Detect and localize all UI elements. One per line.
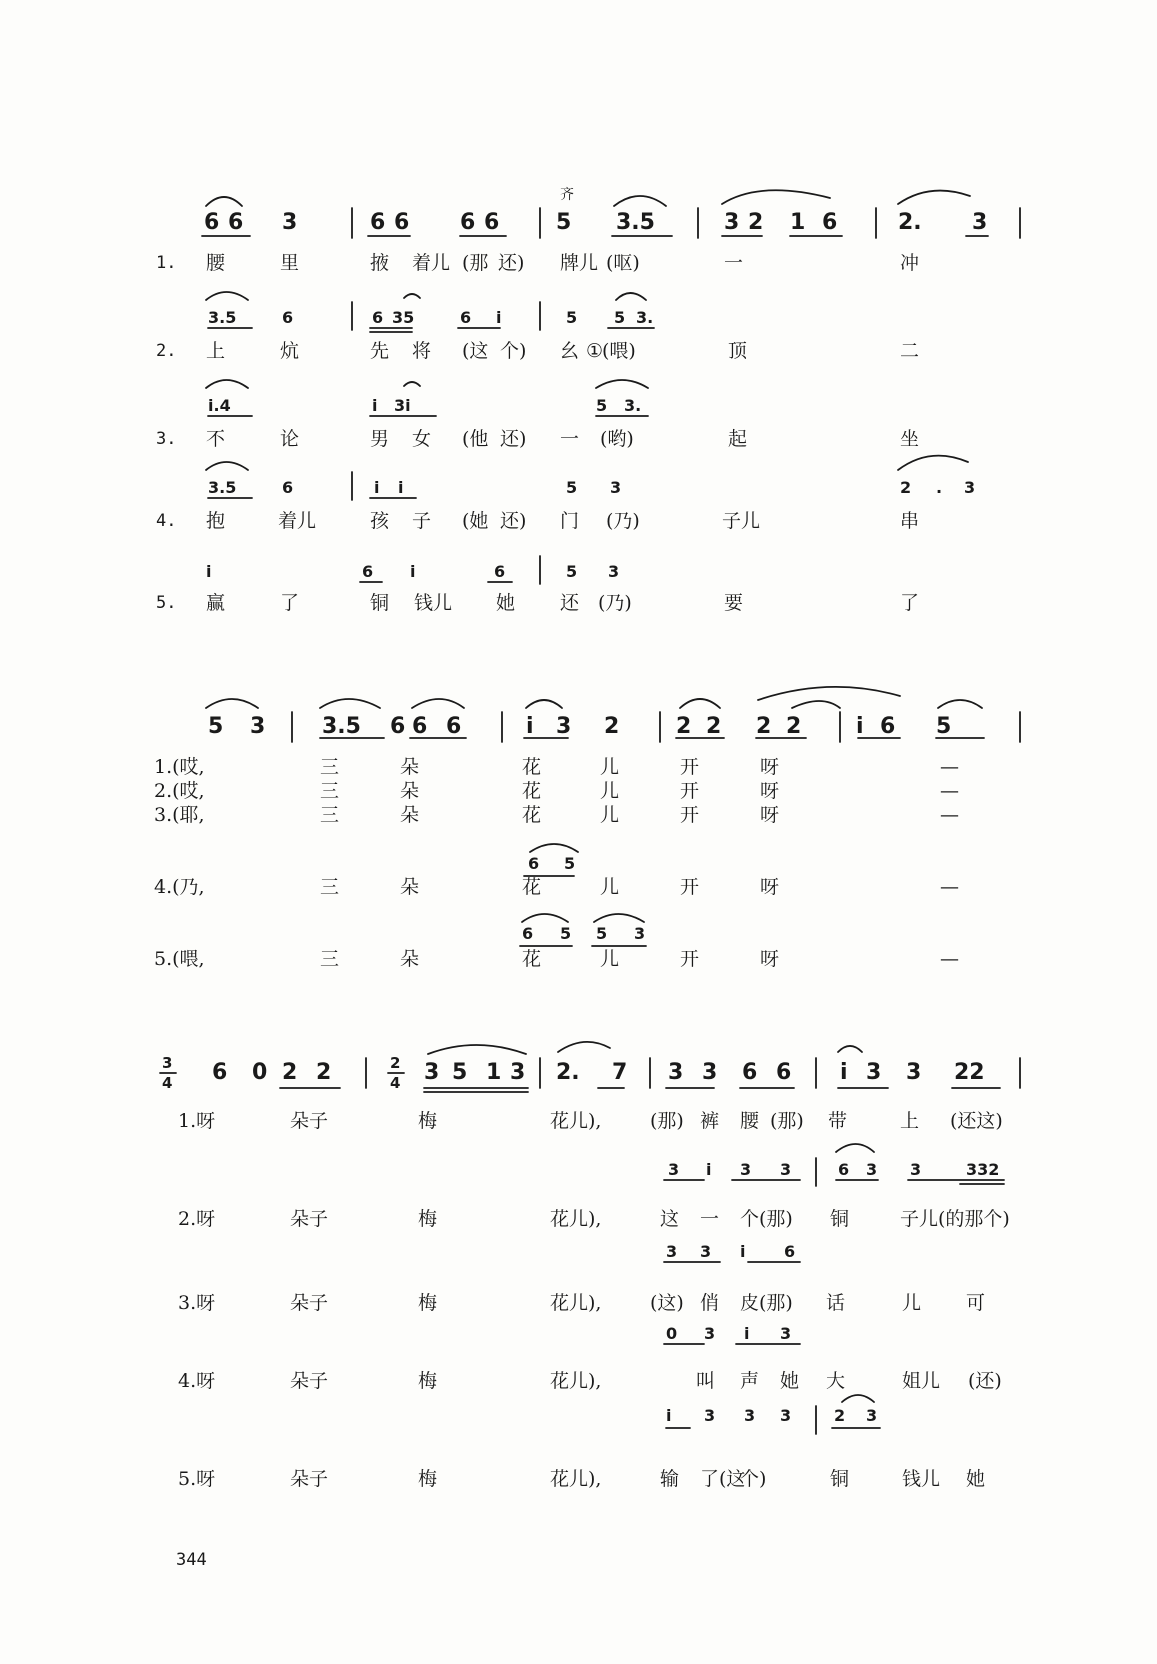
system1-verse2-words-word: 上 (206, 340, 226, 362)
system3-time_sig_a-bottom: 4 (162, 1074, 173, 1092)
system1-notes-note: 3.5 (616, 210, 655, 235)
system3-verse1-words-word: 带 (828, 1110, 848, 1132)
system3-verse3-words-word: 儿 (902, 1292, 922, 1314)
system3-verse4-words-word: 姐儿 (902, 1370, 941, 1392)
system1-verse1-words-word: 牌儿 (560, 252, 599, 274)
system1-verse5-words-word: 了 (900, 592, 920, 614)
system1-notes-note: 6 (394, 210, 410, 235)
system3-verse1-words-word: (那) (770, 1110, 804, 1132)
system1-verse2-words-word: (这 (462, 340, 489, 362)
system2-verse1-words-word: 1.(哎, (154, 756, 205, 778)
system3-variant4-notes-note: 3 (704, 1406, 716, 1425)
system1-instruction: 齐 (560, 187, 574, 203)
system1-verse5-words-word: 赢 (206, 592, 226, 614)
system1-variant4-notes-note: 5 (566, 478, 578, 497)
system1-variant4-notes-note: 3 (610, 478, 622, 497)
system3-verse5-words-word: 5.呀 (178, 1468, 216, 1490)
system2-notes-note: i (526, 714, 534, 739)
system3-notes-note: 0 (252, 1060, 268, 1085)
system1-notes-note: 6 (822, 210, 838, 235)
system2-verse3-words-word: 三 (320, 804, 340, 826)
system3-notes-note: 5 (452, 1060, 468, 1085)
system3-time_sig_b-bottom: 4 (390, 1074, 401, 1092)
system1-verse1-words-word: 还) (498, 252, 525, 274)
system3-verse1-words-word: 腰 (740, 1110, 760, 1132)
system2-verse3-words-word: 呀 (760, 804, 780, 826)
system3-verse3-words-word: 3.呀 (178, 1292, 216, 1314)
system3-verse4-words-word: 声 (740, 1370, 760, 1392)
system2-verse4-words-word: 呀 (760, 876, 780, 898)
system2-verse2-words-word: 儿 (600, 780, 620, 802)
system1-verse2-words-word: 先 (370, 340, 390, 362)
system2-notes-note: 6 (446, 714, 462, 739)
system3-verse4-words-word: 大 (826, 1370, 846, 1392)
system2-notes-note: 6 (412, 714, 428, 739)
system2-verse4-words-word: 三 (320, 876, 340, 898)
system3-verse4-words-word: 梅 (418, 1370, 438, 1392)
system3-verse5-words-word: 花儿), (550, 1468, 602, 1490)
system1-variant4-notes-note: 6 (282, 478, 294, 497)
system1-notes-note: 3 (724, 210, 740, 235)
system3-verse2-words-word: 梅 (418, 1208, 438, 1230)
system2-verse4-words-word: 开 (680, 876, 700, 898)
system3-notes-note: 3 (510, 1060, 526, 1085)
system3-variant4-notes-note: 3 (744, 1406, 756, 1425)
system2-verse3-words-word: — (940, 804, 959, 826)
system1-verse5-words-word: 钱儿 (414, 592, 453, 614)
system2-verse3-words-word: 开 (680, 804, 700, 826)
system2-verse2-words-word: 呀 (760, 780, 780, 802)
system1-notes-note: 6 (460, 210, 476, 235)
system3-variant2-notes-note: 3 (666, 1242, 678, 1261)
system2-verse1-words-word: 儿 (600, 756, 620, 778)
system1-verse5-words-word: (乃) (598, 592, 632, 614)
system1-verse2-words-word: ① (586, 340, 604, 362)
system1-verse3-words-word: 论 (280, 428, 300, 450)
system3-notes-note: 1 (486, 1060, 502, 1085)
page-number: 344 (176, 1550, 207, 1570)
system3-variant2-notes-note: i (740, 1242, 746, 1261)
system1-verse5-words-word: 还 (560, 592, 580, 614)
system2-variant5-notes-note: 5 (596, 924, 608, 943)
system3-variant1-notes-note: 3 (668, 1160, 680, 1179)
system2-notes-note: 3 (556, 714, 572, 739)
system1-verse3-words-word: 坐 (900, 428, 920, 450)
system3-verse3-words-word: 可 (966, 1292, 986, 1314)
system3-variant4-notes-note: 3 (780, 1406, 792, 1425)
system1-variant3-notes-note: 3. (624, 396, 642, 415)
system1-verse5-words-word: 要 (724, 592, 744, 614)
system2-verse2-words-word: 花 (522, 780, 542, 802)
system2-notes-note: 3.5 (322, 714, 361, 739)
system1-variant5-notes-note: 6 (494, 562, 506, 581)
system1-verse3-words-word: 女 (412, 428, 432, 450)
system3-verse2-words-word: 一 (700, 1208, 720, 1230)
system3-notes-note: 3 (424, 1060, 440, 1085)
system2-notes-note: 5 (936, 714, 952, 739)
system3-verse1-words-word: 花儿), (550, 1110, 602, 1132)
system2-verse2-words-word: 2.(哎, (154, 780, 205, 802)
system2-notes-note: 6 (390, 714, 406, 739)
system1-notes-note: 6 (370, 210, 386, 235)
system3-notes-note: 6 (212, 1060, 228, 1085)
system1-variant4-notes-note: i (374, 478, 380, 497)
system1-verse1-words-word: (那 (462, 252, 489, 274)
system3-variant1-notes-note: 3 (780, 1160, 792, 1179)
system3-notes-note: 2 (282, 1060, 298, 1085)
system1-verse4-words-word: 子儿 (722, 510, 761, 532)
system1-notes-note: 5 (556, 210, 572, 235)
system1-verse2-words-word: 个) (500, 340, 527, 362)
system2-verse5-words-word: — (940, 948, 959, 970)
system2-verse5-words-word: 儿 (600, 948, 620, 970)
system1-verse2-words-word: 二 (900, 340, 920, 362)
system3-verse4-words-word: (还) (968, 1370, 1002, 1392)
system3-verse5-words-word: 输 (660, 1468, 680, 1490)
system3-underlines (280, 1088, 1000, 1092)
system2-notes-note: 6 (880, 714, 896, 739)
system3-variant1-notes-note: 332 (966, 1160, 1000, 1179)
system1-verse3-words-word: 一 (560, 428, 580, 450)
system1-verse3-number: 3. (156, 429, 177, 449)
system1-variant5-notes-note: 5 (566, 562, 578, 581)
system3-verse2-words-word: 这 (660, 1208, 680, 1230)
system3-notes-note: 22 (954, 1060, 985, 1085)
system1-variant3-notes-note: i.4 (208, 396, 231, 415)
system1-verse5-words-word: 了 (280, 592, 300, 614)
system3-time_sig_a-top: 3 (162, 1054, 173, 1072)
system2-verse1-words-word: 朵 (400, 756, 420, 778)
system1-notes-note: 1 (790, 210, 806, 235)
system2-verse1-words-word: 呀 (760, 756, 780, 778)
system2-verse4-words-word: 花 (522, 876, 542, 898)
system2-verse4-words-word: — (940, 876, 959, 898)
system2-verse2-words-word: 三 (320, 780, 340, 802)
system1-notes-note: 3 (972, 210, 988, 235)
system2-slurs (206, 687, 982, 708)
system1-variant5-notes-note: 3 (608, 562, 620, 581)
system3-verse1-words-word: 1.呀 (178, 1110, 216, 1132)
system1-variant2-notes-note: 6 (282, 308, 294, 327)
system1-variant2-notes-note: 6 (460, 308, 472, 327)
system1-verse1-words-word: 着儿 (412, 252, 451, 274)
system3-verse5-words-word: 钱儿 (902, 1468, 941, 1490)
system3-verse5-words-word: 朵子 (290, 1468, 329, 1490)
system1-verse4-words-word: (她 (462, 510, 489, 532)
system3-verse3-words-word: 俏 (700, 1292, 720, 1314)
system3-verse5-words-word: 铜 (830, 1468, 850, 1490)
system1-variant5-notes-note: 6 (362, 562, 374, 581)
system1-variant2-notes-note: 5 (566, 308, 578, 327)
system2-verse5-words-word: 朵 (400, 948, 420, 970)
system2-verse1-words-word: 开 (680, 756, 700, 778)
system2-verse1-words-word: 花 (522, 756, 542, 778)
system1-verse4-words-word: 子 (412, 510, 432, 532)
system2-verse1-words-word: 三 (320, 756, 340, 778)
system1-verse4-words-word: 孩 (370, 510, 390, 532)
system3-verse1-words-word: 朵子 (290, 1110, 329, 1132)
system3-time_sig_b-top: 2 (390, 1054, 401, 1072)
system3-notes-note: 7 (612, 1060, 628, 1085)
system1-notes-note: 6 (204, 210, 220, 235)
system3-verse5-words-word: 她 (966, 1468, 986, 1490)
system2-verse5-words-word: 开 (680, 948, 700, 970)
system2-verse5-words-word: 5.(喂, (154, 948, 205, 970)
system2-verse4-words-word: 朵 (400, 876, 420, 898)
system3-variant4-notes-note: 3 (866, 1406, 878, 1425)
system3-verse2-words-word: 子儿(的那个) (900, 1208, 1010, 1230)
system1-verse4-words-word: (乃) (606, 510, 640, 532)
system2-variant5-notes-note: 6 (522, 924, 534, 943)
system1-variant3-notes-note: 3i (394, 396, 411, 415)
system1-variant2-notes-note: 3. (636, 308, 654, 327)
system1-notes-note: 6 (228, 210, 244, 235)
system1-notes-note: 2. (898, 210, 922, 235)
system1-variant2-notes-note: 6 (372, 308, 384, 327)
system3-slurs (428, 1042, 862, 1054)
system1-variant4-notes-note: 2 (900, 478, 912, 497)
system2-notes-note: 5 (208, 714, 224, 739)
system1-verse3-words-word: 还) (500, 428, 527, 450)
system3-verse3-words-word: 朵子 (290, 1292, 329, 1314)
system3-verse3-words-word: (这) (650, 1292, 684, 1314)
system3-verse5-words-word: 梅 (418, 1468, 438, 1490)
system2-verse4-words-word: 儿 (600, 876, 620, 898)
system2-verse1-words-word: — (940, 756, 959, 778)
system3-verse1-words-word: 梅 (418, 1110, 438, 1132)
system1-variant4-notes-note: . (936, 478, 943, 497)
system1-variant3-notes-note: i (372, 396, 378, 415)
system2-notes-note: 2 (756, 714, 772, 739)
system1-variant2-notes-note: 3.5 (208, 308, 237, 327)
system1-variant3-notes-note: 5 (596, 396, 608, 415)
system1-verse2-words-word: 顶 (728, 340, 748, 362)
system3-verse2-words-word: 花儿), (550, 1208, 602, 1230)
system3-verse5-words-word: 了(这 (700, 1468, 746, 1490)
system3-verse4-words-word: 叫 (696, 1370, 716, 1392)
system3-notes-note: 3 (866, 1060, 882, 1085)
system2-notes-note: 2 (604, 714, 620, 739)
system3-variant3-notes-note: i (744, 1324, 750, 1343)
system2-verse3-words-word: 3.(耶, (154, 804, 205, 826)
system1-verse4-words-word: 门 (560, 510, 580, 532)
system3-notes-note: 6 (776, 1060, 792, 1085)
system3-variant1-notes-note: 3 (910, 1160, 922, 1179)
system2-notes-note: 2 (706, 714, 722, 739)
system3-notes-note: 6 (742, 1060, 758, 1085)
system3-variant1-notes-note: 3 (866, 1160, 878, 1179)
system1-verse1-words-word: 腰 (206, 252, 226, 274)
system1-verse1-number: 1. (156, 253, 177, 273)
system3-notes-note: 2 (316, 1060, 332, 1085)
system1-verse5-number: 5. (156, 593, 177, 613)
system3-verse2-words-word: 个(那) (740, 1208, 793, 1230)
system3-verse2-words-word: 2.呀 (178, 1208, 216, 1230)
system2-notes-note: 2 (786, 714, 802, 739)
system3-verse4-words-word: 她 (780, 1370, 800, 1392)
system3-variant3-notes-note: 3 (704, 1324, 716, 1343)
system2-verse2-words-word: 开 (680, 780, 700, 802)
system1-verse2-words-word: (喂) (602, 340, 636, 362)
system1-notes-note: 6 (484, 210, 500, 235)
system2-verse4-words-word: 4.(乃, (154, 876, 205, 898)
system1-verse2-words-word: 幺 (560, 340, 580, 362)
system1-notes-note: 2 (748, 210, 764, 235)
system1-variant4-notes-note: i (398, 478, 404, 497)
system3-verse3-words-word: 花儿), (550, 1292, 602, 1314)
system3-verse3-words-word: 梅 (418, 1292, 438, 1314)
system3-verse1-words-word: (那) (650, 1110, 684, 1132)
system1-notes-note: 3 (282, 210, 298, 235)
system1-verse5-words-word: 铜 (370, 592, 390, 614)
system3-notes-note: 2. (556, 1060, 580, 1085)
system1-variant2-notes-note: i (496, 308, 502, 327)
system3-verse2-words-word: 朵子 (290, 1208, 329, 1230)
system3-variant3-notes-note: 0 (666, 1324, 678, 1343)
system3-verse2-words-word: 铜 (830, 1208, 850, 1230)
system3-variant1-notes-note: 6 (838, 1160, 850, 1179)
system3-variant4-notes-note: 2 (834, 1406, 846, 1425)
system3-variant1-notes-note: i (706, 1160, 712, 1179)
system2-variant4-notes-note: 5 (564, 854, 576, 873)
system1-verse4-words-word: 串 (900, 510, 920, 532)
system1-variant2-notes-note: 35 (392, 308, 415, 327)
system3-verse1-words-word: 裤 (700, 1110, 720, 1132)
system1-verse1-words-word: 一 (724, 252, 744, 274)
system1-slurs (206, 187, 970, 206)
system2-verse5-words-word: 三 (320, 948, 340, 970)
system3-variant2-notes-note: 6 (784, 1242, 796, 1261)
system1-variant5-notes-note: i (206, 562, 212, 581)
system1-variant-lines (206, 292, 968, 584)
system1-verse1-words-word: 冲 (900, 252, 920, 274)
system2-verse3-words-word: 花 (522, 804, 542, 826)
system3-verse1-words-word: (还这) (950, 1110, 1003, 1132)
system1-verse4-words-word: 着儿 (278, 510, 317, 532)
system2-notes-note: i (856, 714, 864, 739)
system3-variant4-notes-note: i (666, 1406, 672, 1425)
system2-notes-note: 3 (250, 714, 266, 739)
system2-verse2-words-word: 朵 (400, 780, 420, 802)
system3-variant3-notes-note: 3 (780, 1324, 792, 1343)
system3-verse4-words-word: 花儿), (550, 1370, 602, 1392)
system1-verse4-words-word: 还) (500, 510, 527, 532)
system1-variant4-notes-note: 3.5 (208, 478, 237, 497)
system1-variant5-notes-note: i (410, 562, 416, 581)
system3-verse4-words-word: 4.呀 (178, 1370, 216, 1392)
system2-verse2-words-word: — (940, 780, 959, 802)
system2-verse3-words-word: 儿 (600, 804, 620, 826)
system1-verse2-words-word: 炕 (280, 340, 300, 362)
system1-verse3-words-word: 起 (728, 428, 748, 450)
system3-verse5-words-word: 个) (740, 1468, 767, 1490)
system1-verse1-words-word: (呕) (606, 252, 640, 274)
system1-verse1-words-word: 掖 (370, 252, 390, 274)
system3-notes-note: i (840, 1060, 848, 1085)
system3-verse3-words-word: 话 (826, 1292, 846, 1314)
system2-variant5-notes-note: 5 (560, 924, 572, 943)
system1-verse3-words-word: (他 (462, 428, 489, 450)
system2-variant5-notes-note: 3 (634, 924, 646, 943)
system3-notes-note: 3 (668, 1060, 684, 1085)
system3-verse1-words-word: 上 (900, 1110, 920, 1132)
system1-variant4-notes-note: 3 (964, 478, 976, 497)
system1-variant2-notes-note: 5 (614, 308, 626, 327)
system3-variant1-notes-note: 3 (740, 1160, 752, 1179)
system3-verse4-words-word: 朵子 (290, 1370, 329, 1392)
system1-verse3-words-word: 不 (206, 428, 226, 450)
system1-verse2-number: 2. (156, 341, 177, 361)
system2-verse3-words-word: 朵 (400, 804, 420, 826)
system3-verse3-words-word: 皮(那) (740, 1292, 793, 1314)
system2-verse5-words-word: 呀 (760, 948, 780, 970)
system2-notes-note: 2 (676, 714, 692, 739)
system3-notes-note: 3 (906, 1060, 922, 1085)
system2-verse5-words-word: 花 (522, 948, 542, 970)
system1-verse3-words-word: (哟) (600, 428, 634, 450)
system2-variant4-notes-note: 6 (528, 854, 540, 873)
system3-notes-note: 3 (702, 1060, 718, 1085)
system3-variant2-notes-note: 3 (700, 1242, 712, 1261)
system1-verse1-words-word: 里 (280, 252, 300, 274)
system1-verse5-words-word: 她 (496, 592, 516, 614)
system1-verse4-words-word: 抱 (206, 510, 226, 532)
system1-verse4-number: 4. (156, 511, 177, 531)
system1-verse2-words-word: 将 (412, 340, 432, 362)
system1-verse3-words-word: 男 (370, 428, 390, 450)
